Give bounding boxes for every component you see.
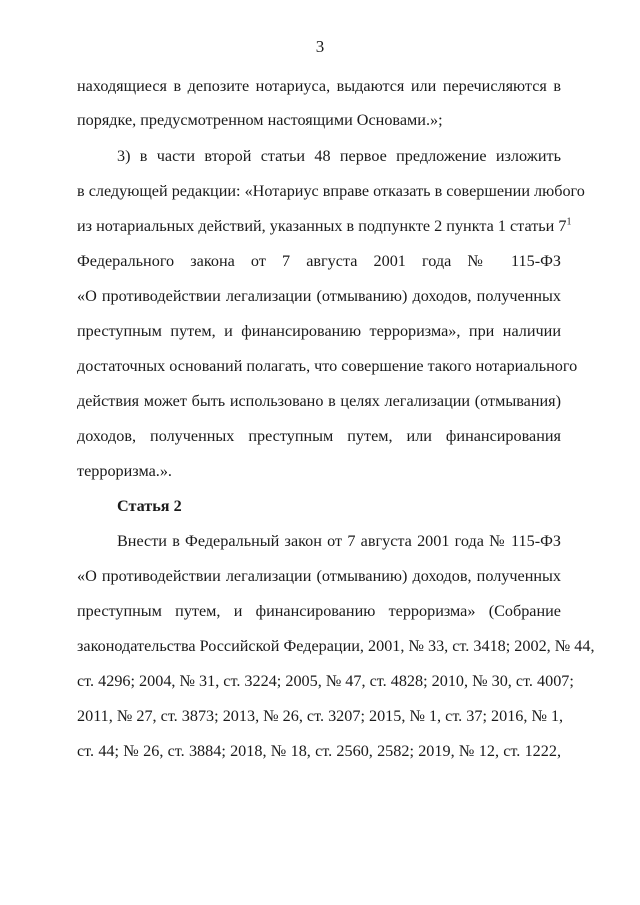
text-line: Внести в Федеральный закон от 7 августа 2001 года № 115-ФЗ	[117, 532, 561, 550]
text-line: находящиеся в депозите нотариуса, выдаются или перечисляются в	[77, 77, 561, 95]
text-line: порядке, предусмотренном настоящими Основами.»;	[77, 111, 443, 129]
text-line: терроризма.».	[77, 462, 172, 480]
article-heading: Статья 2	[117, 497, 182, 515]
text-line: действия может быть использовано в целях легализации (отмывания)	[77, 392, 561, 410]
text-line: достаточных оснований полагать, что совершение такого нотариального	[77, 357, 578, 375]
text-line: Федерального закона от 7 августа 2001 года № 115-ФЗ	[77, 252, 561, 270]
text-line: ст. 4296; 2004, № 31, ст. 3224; 2005, № 47, ст. 4828; 2010, № 30, ст. 4007;	[77, 672, 574, 690]
text-line-main: из нотариальных действий, указанных в подпункте 2 пункта 1 статьи 7	[77, 217, 567, 235]
text-line: «О противодействии легализации (отмыванию) доходов, полученных	[77, 567, 561, 585]
superscript: 1	[566, 216, 572, 228]
text-line: законодательства Российской Федерации, 2001, № 33, ст. 3418; 2002, № 44,	[77, 637, 595, 655]
text-line: 3) в части второй статьи 48 первое предложение изложить	[117, 147, 561, 165]
text-line: «О противодействии легализации (отмыванию) доходов, полученных	[77, 287, 561, 305]
text-line: 2011, № 27, ст. 3873; 2013, № 26, ст. 3207; 2015, № 1, ст. 37; 2016, № 1,	[77, 707, 564, 725]
text-line: преступным путем, и финансированию терроризма» (Собрание	[77, 602, 561, 620]
text-line: преступным путем, и финансированию терроризма», при наличии	[77, 322, 561, 340]
text-line: в следующей редакции: «Нотариус вправе отказать в совершении любого	[77, 182, 585, 200]
page-number: 3	[315, 37, 325, 56]
text-line: ст. 44; № 26, ст. 3884; 2018, № 18, ст. 2560, 2582; 2019, № 12, ст. 1222,	[77, 742, 561, 760]
text-line-with-superscript	[77, 216, 572, 236]
text-line: доходов, полученных преступным путем, или финансирования	[77, 427, 561, 445]
